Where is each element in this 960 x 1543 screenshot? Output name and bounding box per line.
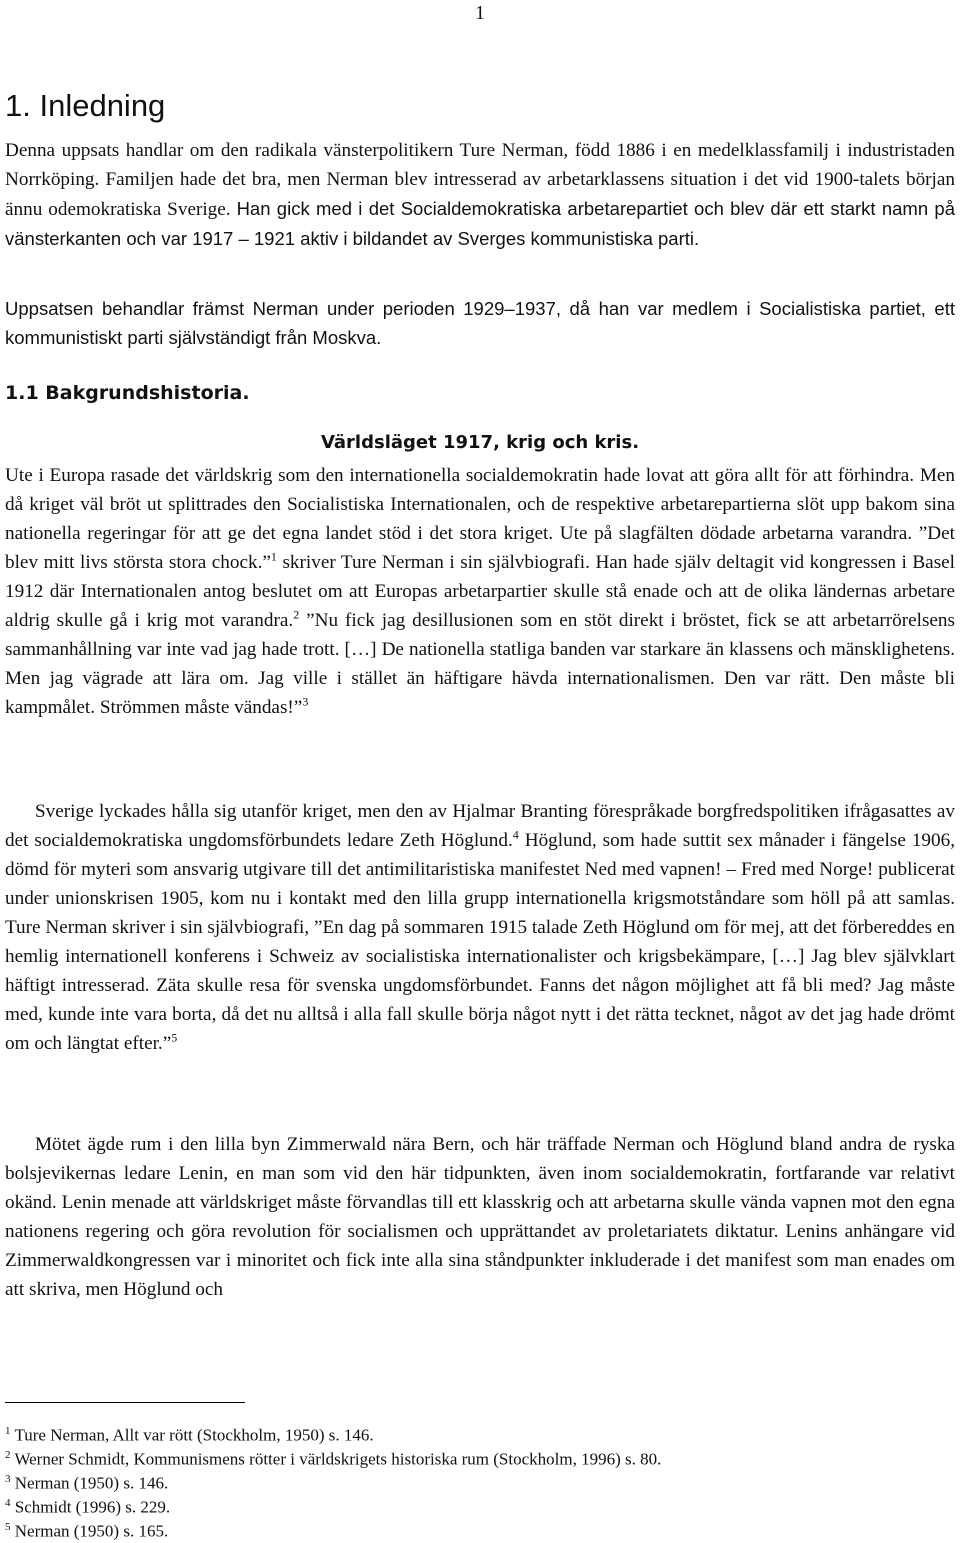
- footnote-divider: [5, 1402, 245, 1403]
- intro-text-b: Han gick med i det Socialdemokratiska arbetarepartiet och blev där ett starkt namn på vänsterkanten och var 1917 – 1921 aktiv i bildandet av Sverges kommunistiska parti.: [5, 198, 956, 249]
- war-text-a: Ute i Europa rasade det världskrig som den internationella socialdemokratin hade lovat att göra allt för att förhindra. Men då kriget väl bröt ut splittrades den Socialistiska Internationalen, och de respektive arbetarepartierna slöt upp bakom sina nationella regeringar för att ge det egna landet stöd i det stora kriget. Ute på slagfälten dödade arbetarna varandra. ”Det blev mitt livs största stora chock.”: [5, 465, 955, 573]
- footnote-4: $^4$ Schmidt (1996) s. 229.: [5, 1497, 171, 1517]
- sweden-text-a: Sverige lyckades hålla sig utanför kriget, men den av Hjalmar Branting förespråkade borgfredspolitiken ifrågasattes av det socialdemokratiska ungdomsförbundets ledare Zeth Höglund.: [5, 801, 955, 851]
- footnote-2: $^2$ Werner Schmidt, Kommunismens rötter i världskrigets historiska rum (Stockholm, 1996) s. 80.: [5, 1449, 662, 1469]
- war-text-c: ”Nu fick jag desillusionen som en stöt direkt i bröstet, fick se att arbetarrörelsens sammanhållning var inte vad jag hade trott. […] De nationella statliga banden var starkare än klassens och mänsklighetens. Men jag vägrade att lära om. Jag ville i stället än häftigare hävda internationalismen. Den var rätt. Den måste bli kampmålet. Strömmen måste vändas!”: [5, 610, 955, 718]
- footnote-ref-1[interactable]: 1: [270, 549, 277, 564]
- footnote-ref-5[interactable]: 5: [171, 1030, 178, 1045]
- footnote-ref-4[interactable]: 4: [512, 827, 519, 842]
- intro-text-a: Denna uppsats handlar om den radikala vänsterpolitikern Ture Nerman, född 1886 i en medelklassfamilj i industristaden Norrköping. Familjen hade det bra, men Nerman blev intresserad av arbetarklassens situation i det vid 1900-talets början ännu odemokratiska Sverige.: [5, 140, 955, 220]
- footnote-5: $^5$ Nerman (1950) s. 165.: [5, 1521, 169, 1541]
- sweden-text-b: Höglund, som hade suttit sex månader i fängelse 1906, dömd för myteri som ansvarig utgivare till det antimilitaristiska manifestet Ned med vapnen! – Fred med Norge! publicerat under unionskrisen 1905, kom nu i kontakt med den lilla grupp internationella krigsmotståndare som höll på att samlas. Ture Nerman skriver i sin självbiografi, ”En dag på sommaren 1915 talade Zeth Höglund om för mej, att det förbereddes en hemlig internationell konferens i Schweiz av socialistiska internationalister och krigsbekämpare, […] Jag blev självklart häftigt intresserad. Zäta skulle resa för svenska ungdomsförbundet. Fanns det någon möjlighet att få bli med? Jag måste med, kunde inte vara borta, då det nu alltså i alla fall skulle börja något nytt i det rätta tecknet, något av det jag hade drömt om och längtat efter.”: [5, 830, 955, 1054]
- paragraph-intro: [5, 136, 955, 254]
- footnote-1: $^1$ Ture Nerman, Allt var rött (Stockholm, 1950) s. 146.: [5, 1425, 374, 1445]
- footnote-3: $^3$ Nerman (1950) s. 146.: [5, 1473, 169, 1493]
- paragraph-world-war: [5, 461, 955, 722]
- section-heading: 1.1 Bakgrundshistoria.: [5, 382, 250, 404]
- paragraph-zimmerwald: [5, 1130, 955, 1304]
- war-text-b: skriver Ture Nerman i sin självbiografi. Han hade själv deltagit vid kongressen i Basel 1912 där Internationalen antog beslutet om att Europas arbetarpartier skulle stå enade och att de olika ländernas arbetare aldrig skulle gå i krig mot varandra.: [5, 552, 956, 631]
- subsection-heading: Världsläget 1917, krig och kris.: [320, 432, 640, 453]
- footnote-ref-2[interactable]: 2: [293, 607, 300, 622]
- footnote-ref-3[interactable]: 3: [302, 694, 309, 709]
- chapter-heading: 1. Inledning: [5, 88, 166, 123]
- zimmerwald-text: Mötet ägde rum i den lilla byn Zimmerwald nära Bern, och här träffade Nerman och Höglund bland andra de ryska bolsjevikernas ledare Lenin, en man som vid den här tidpunkten, även inom socialdemokratin, fortfarande var relativt okänd. Lenin menade att världskriget måste förvandlas till ett klasskrig och att arbetarna skulle vända vapnen mot den egna nationens regering och göra revolution för socialismen och upprättandet av proletariatets diktatur. Lenins anhängare vid Zimmerwaldkongressen var i minoritet och fick inte alla sina ståndpunkter inkluderade i det manifest som man enades om att skriva, men Höglund och: [5, 1134, 955, 1300]
- paragraph-scope: Uppsatsen behandlar främst Nerman under perioden 1929–1937, då han var medlem i Socialistiska partiet, ett kommunistiskt parti självständigt från Moskva.: [5, 298, 955, 348]
- page-number: 1: [475, 2, 485, 24]
- paragraph-sweden: [5, 797, 955, 1058]
